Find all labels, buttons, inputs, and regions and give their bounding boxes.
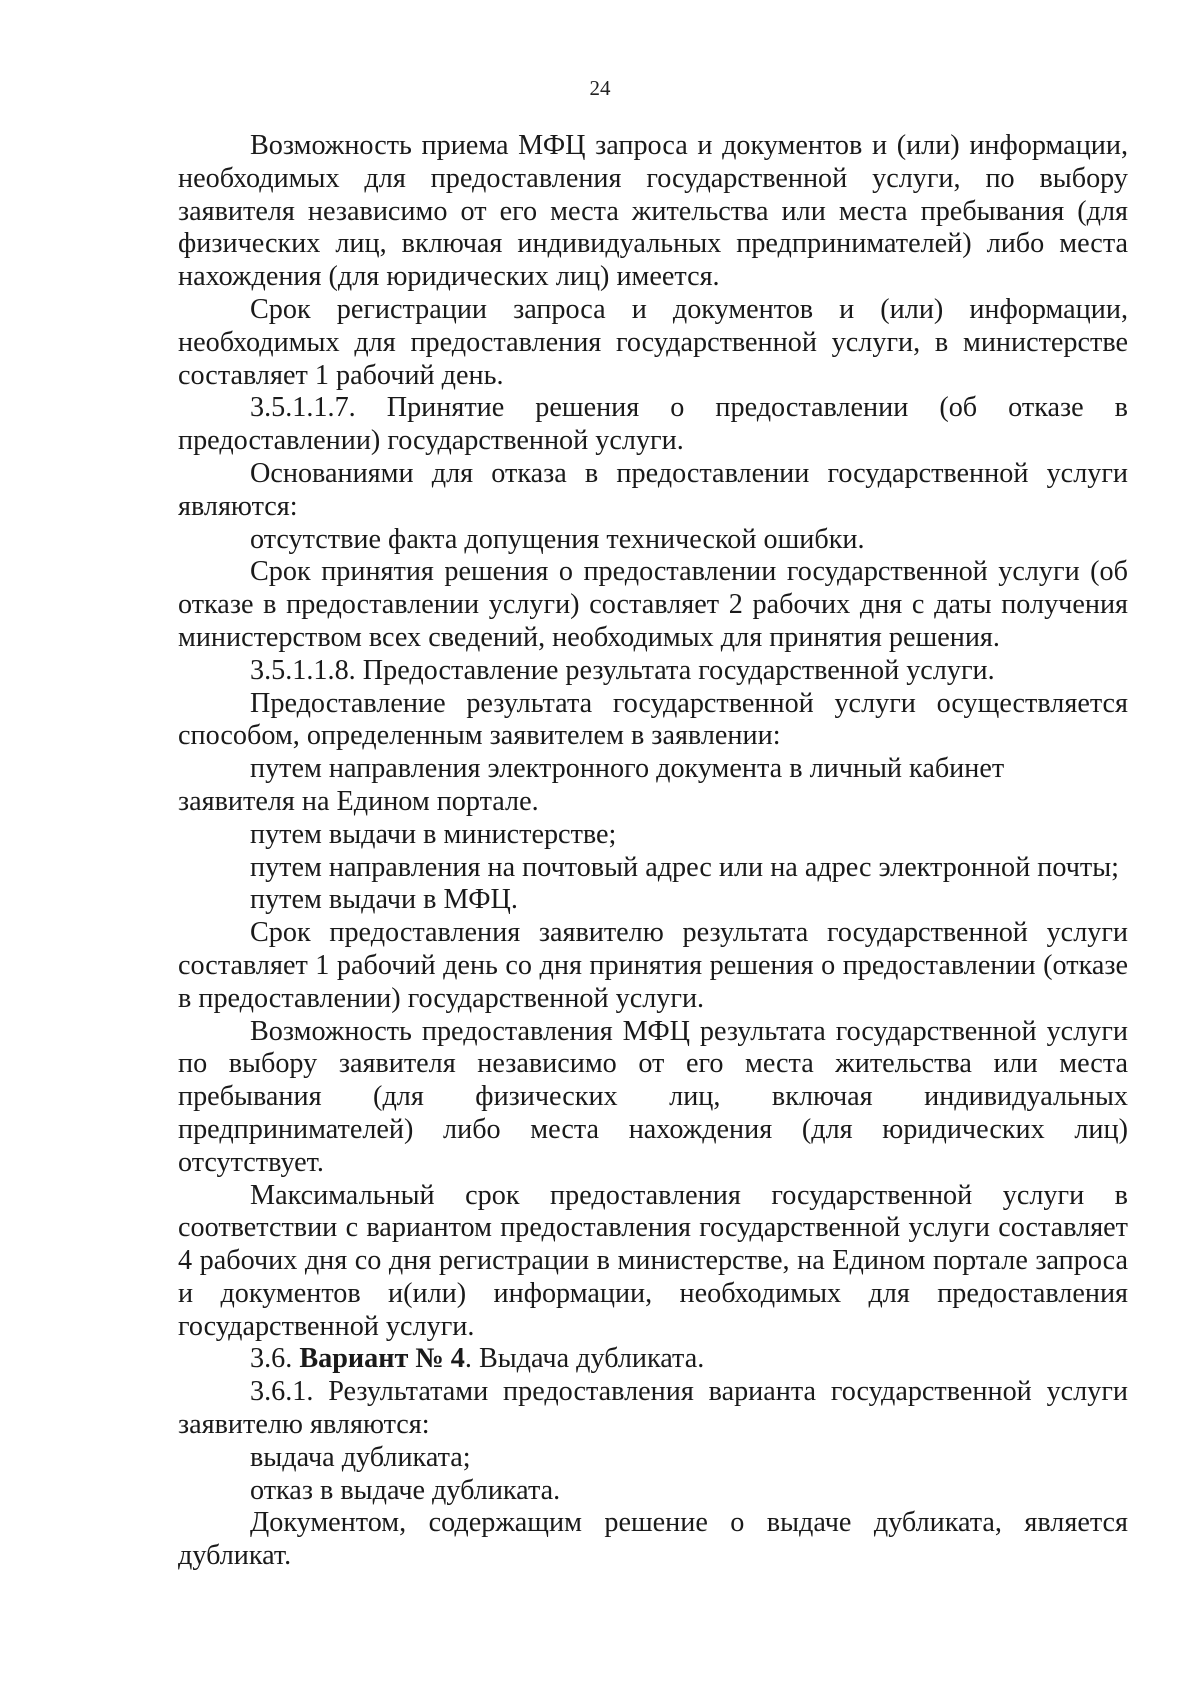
paragraph: Возможность предоставления МФЦ результата государственной услуги по выбору заявителя независимо от его места жительства или места пребывания (для физических лиц, включая индивидуальных предпринимателей) либо места нахождения (для юридических лиц) отсутствует. xyxy=(178,1015,1128,1178)
section-heading: 3.5.1.1.8. Предоставление результата государственной услуги. xyxy=(250,654,995,686)
list-item: путем выдачи в министерстве; xyxy=(250,818,617,850)
list-item: отказ в выдаче дубликата. xyxy=(250,1474,561,1506)
paragraph: Максимальный срок предоставления государственной услуги в соответствии с вариантом предоставления государственной услуги составляет 4 рабочих дня со дня регистрации в министерстве, на Едином портале запроса и документов и(или) информации, необходимых для предоставления государственной услуги. xyxy=(178,1179,1128,1342)
variant-title: Вариант № 4 xyxy=(299,1343,465,1375)
section-heading-variant xyxy=(178,1343,1128,1376)
paragraph: Основаниями для отказа в предоставлении государственной услуги являются: xyxy=(178,457,1128,522)
list-item: путем выдачи в МФЦ. xyxy=(250,884,518,916)
document-body xyxy=(178,130,1128,1573)
list-item-continuation: заявителя на Едином портале. xyxy=(178,785,539,817)
list-item: выдача дубликата; xyxy=(250,1441,471,1473)
page-number: 24 xyxy=(589,76,611,100)
paragraph: Срок регистрации запроса и документов и (или) информации, необходимых для предоставления государственной услуги, в министерстве составляет 1 рабочий день. xyxy=(178,293,1128,391)
paragraph: Документом, содержащим решение о выдаче дубликата, является дубликат. xyxy=(178,1507,1128,1572)
list-item: путем направления электронного документа в личный кабинет xyxy=(250,753,1005,785)
paragraph: Срок предоставления заявителю результата государственной услуги составляет 1 рабочий день со дня принятия решения о предоставлении (отказе в предоставлении) государственной услуги. xyxy=(178,917,1128,1014)
paragraph: Возможность приема МФЦ запроса и документов и (или) информации, необходимых для предоставления государственной услуги, по выбору заявителя независимо от его места жительства или места пребывания (для физических лиц, включая индивидуальных предпринимателей) либо места нахождения (для юридических лиц) имеется. xyxy=(178,130,1128,293)
variant-subtitle: . Выдача дубликата. xyxy=(464,1343,705,1375)
paragraph: Срок принятия решения о предоставлении государственной услуги (об отказе в предоставлении услуги) составляет 2 рабочих дня с даты получения министерством всех сведений, необходимых для принятия решения. xyxy=(178,556,1128,653)
paragraph: 3.5.1.1.7. Принятие решения о предоставлении (об отказе в предоставлении) государственной услуги. xyxy=(178,392,1128,457)
section-number: 3.6. xyxy=(250,1343,293,1375)
paragraph: Предоставление результата государственной услуги осуществляется способом, определенным заявителем в заявлении: xyxy=(178,687,1128,752)
paragraph: отсутствие факта допущения технической ошибки. xyxy=(250,523,865,555)
list-item: путем направления на почтовый адрес или на адрес электронной почты; xyxy=(250,851,1119,883)
paragraph: 3.6.1. Результатами предоставления варианта государственной услуги заявителю являются: xyxy=(178,1376,1128,1441)
